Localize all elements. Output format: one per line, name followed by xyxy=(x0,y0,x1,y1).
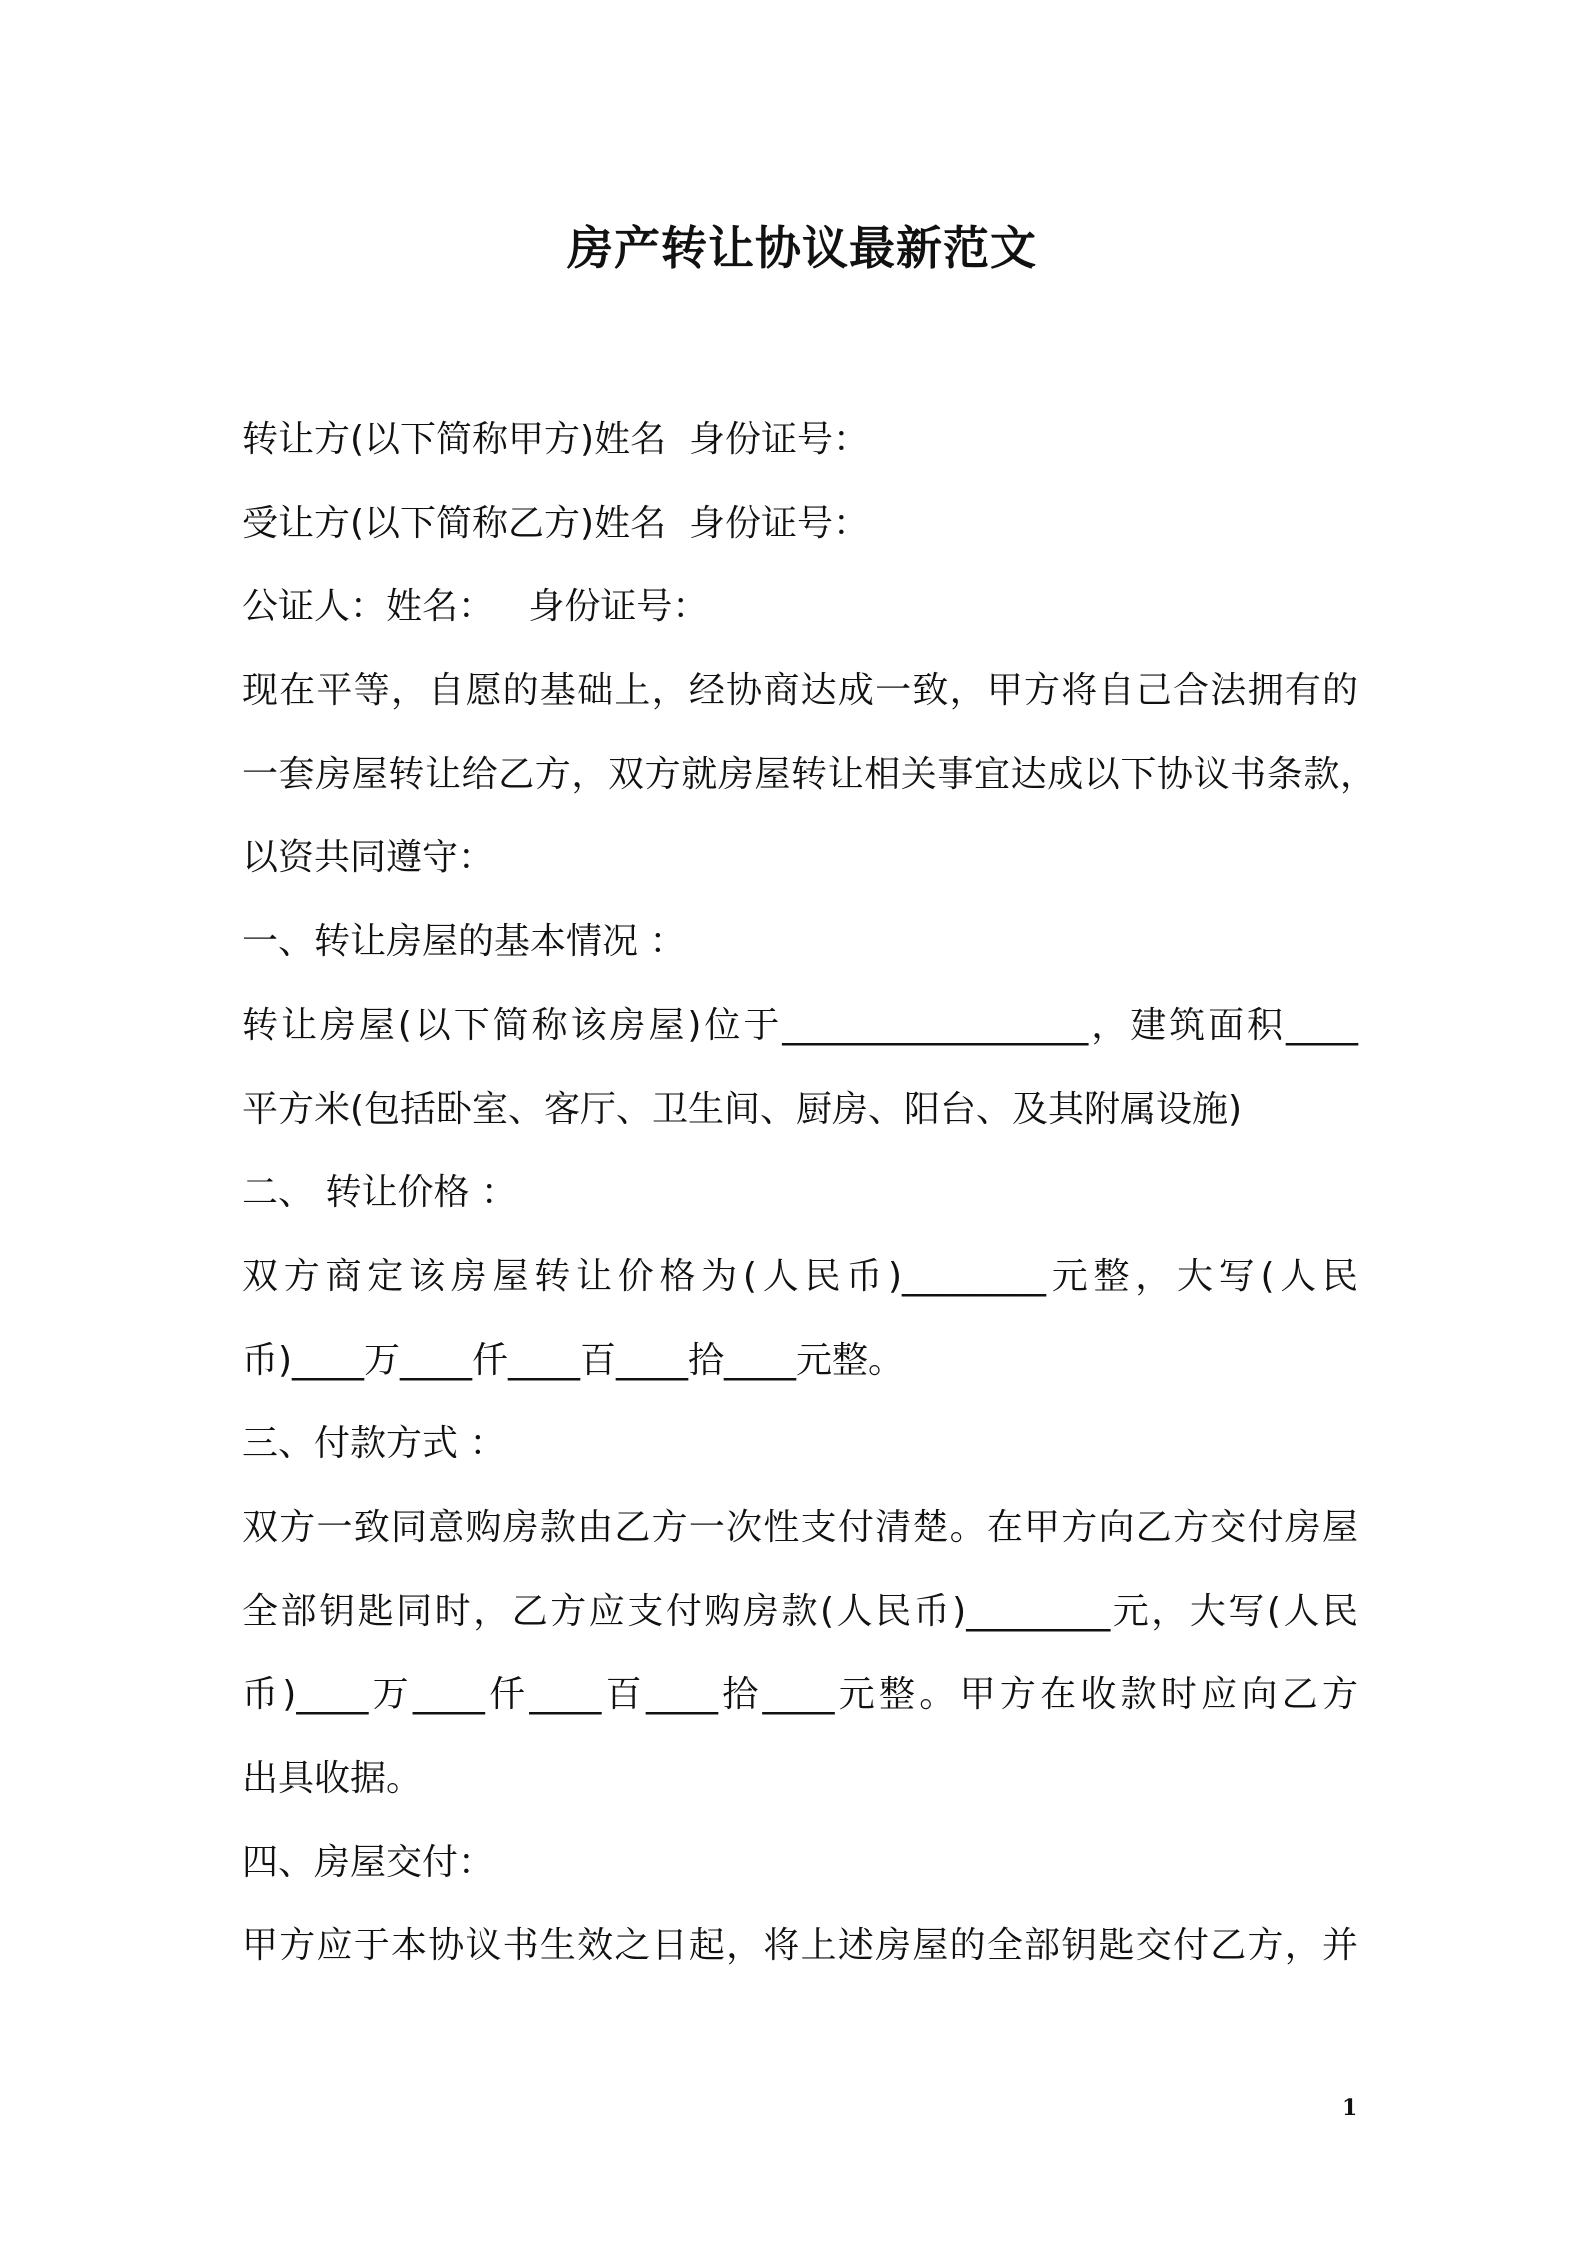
section-heading-3: 三、付款方式 ： xyxy=(242,1423,506,1465)
preamble-line: 一套房屋转让给乙方，双方就房屋转让相关事宜达成以下协议书条款， xyxy=(242,753,1376,795)
preamble-line: 现在平等，自愿的基础上，经协商达成一致，甲方将自己合法拥有的 xyxy=(242,670,1358,712)
section-3-text-line: 出具收据。 xyxy=(242,1758,423,1799)
section-heading-2: 二、 转让价格 ： xyxy=(242,1172,517,1214)
section-3-text-line: 币)____万____仟____百____拾____元整。甲方在收款时应向乙方 xyxy=(242,1674,1358,1716)
section-3-text-line: 全部钥匙同时，乙方应支付购房款(人民币)________元，大写(人民 xyxy=(242,1590,1358,1632)
notary-info-line: 公证人：姓名： 身份证号： xyxy=(242,586,709,628)
section-heading-4: 四、房屋交付： xyxy=(242,1841,495,1883)
section-3-text-line: 双方一致同意购房款由乙方一次性支付清楚。在甲方向乙方交付房屋 xyxy=(242,1506,1358,1548)
transferee-info-line: 受让方(以下简称乙方)姓名 身份证号： xyxy=(242,502,869,544)
page-number: 1 xyxy=(1342,2095,1358,2121)
section-1-text-line: 转让房屋(以下简称该房屋)位于_________________，建筑面积____ xyxy=(242,1004,1358,1046)
section-2-text-line: 币)____万____仟____百____拾____元整。 xyxy=(242,1339,905,1381)
document-body xyxy=(242,398,1382,1988)
section-4-text-line: 甲方应于本协议书生效之日起，将上述房屋的全部钥匙交付乙方，并 xyxy=(242,1925,1358,1967)
section-heading-1: 一、转让房屋的基本情况 ： xyxy=(242,921,686,963)
transferor-info-line: 转让方(以下简称甲方)姓名 身份证号： xyxy=(242,419,869,460)
preamble-line: 以资共同遵守： xyxy=(242,837,495,879)
section-1-text-line: 平方米(包括卧室、客厅、卫生间、厨房、阳台、及其附属设施) xyxy=(242,1088,1243,1130)
document-title: 房产转让协议最新范文 xyxy=(567,221,1037,275)
section-2-text-line: 双方商定该房屋转让价格为(人民币)________元整，大写(人民 xyxy=(242,1255,1358,1297)
